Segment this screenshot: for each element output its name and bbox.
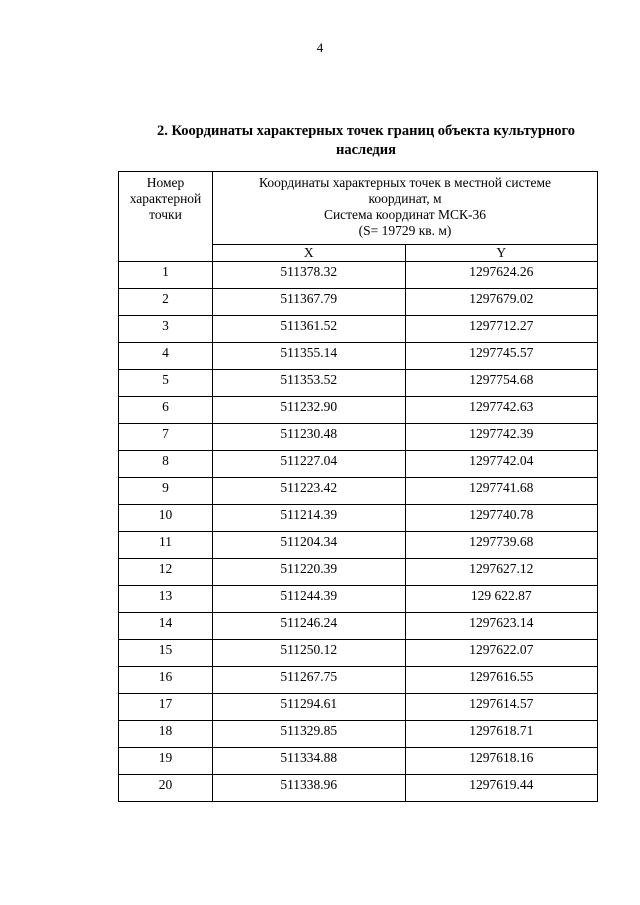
coordinates-header: Координаты характерных точек в местной системе координат, м Система координат МСК-36 (S= 19729 кв. м) — [213, 172, 598, 245]
table-row — [119, 640, 598, 667]
y-coordinate-cell: 1297614.57 — [405, 694, 598, 721]
x-coordinate-cell: 511227.04 — [213, 451, 406, 478]
table-row — [119, 775, 598, 802]
y-coordinate-cell: 1297742.04 — [405, 451, 598, 478]
point-number-cell: 12 — [119, 559, 213, 586]
y-coordinate-cell: 1297679.02 — [405, 289, 598, 316]
x-coordinate-cell: 511223.42 — [213, 478, 406, 505]
x-coordinate-cell: 511353.52 — [213, 370, 406, 397]
table-row — [119, 397, 598, 424]
x-coordinate-cell: 511230.48 — [213, 424, 406, 451]
y-coordinate-cell: 1297745.57 — [405, 343, 598, 370]
point-number-cell: 7 — [119, 424, 213, 451]
point-number-cell: 6 — [119, 397, 213, 424]
table-row — [119, 424, 598, 451]
y-coordinate-cell: 1297627.12 — [405, 559, 598, 586]
point-number-cell: 14 — [119, 613, 213, 640]
table-row — [119, 559, 598, 586]
y-coordinate-cell: 129 622.87 — [405, 586, 598, 613]
y-coordinate-cell: 1297739.68 — [405, 532, 598, 559]
y-coordinate-cell: 1297619.44 — [405, 775, 598, 802]
point-number-cell: 3 — [119, 316, 213, 343]
y-coordinate-cell: 1297742.39 — [405, 424, 598, 451]
x-coordinate-cell: 511338.96 — [213, 775, 406, 802]
x-coordinate-cell: 511250.12 — [213, 640, 406, 667]
table-row — [119, 316, 598, 343]
table-header-row — [119, 172, 598, 245]
y-coordinate-cell: 1297742.63 — [405, 397, 598, 424]
y-coordinate-cell: 1297622.07 — [405, 640, 598, 667]
point-number-cell: 9 — [119, 478, 213, 505]
point-number-cell: 13 — [119, 586, 213, 613]
x-column-header: X — [213, 245, 406, 262]
point-number-cell: 2 — [119, 289, 213, 316]
point-number-cell: 17 — [119, 694, 213, 721]
point-number-cell: 8 — [119, 451, 213, 478]
point-number-cell: 20 — [119, 775, 213, 802]
point-number-header: Номер характерной точки — [119, 172, 213, 262]
point-number-cell: 16 — [119, 667, 213, 694]
table-row — [119, 667, 598, 694]
x-coordinate-cell: 511214.39 — [213, 505, 406, 532]
table-row — [119, 370, 598, 397]
table-row — [119, 613, 598, 640]
y-coordinate-cell: 1297740.78 — [405, 505, 598, 532]
y-coordinate-cell: 1297618.71 — [405, 721, 598, 748]
x-coordinate-cell: 511204.34 — [213, 532, 406, 559]
table-row — [119, 586, 598, 613]
x-coordinate-cell: 511329.85 — [213, 721, 406, 748]
page-number: 4 — [316, 40, 324, 55]
point-number-cell: 15 — [119, 640, 213, 667]
y-coordinate-cell: 1297754.68 — [405, 370, 598, 397]
point-number-cell: 1 — [119, 262, 213, 289]
x-coordinate-cell: 511232.90 — [213, 397, 406, 424]
y-column-header: Y — [405, 245, 598, 262]
x-coordinate-cell: 511244.39 — [213, 586, 406, 613]
point-number-cell: 19 — [119, 748, 213, 775]
table-row — [119, 748, 598, 775]
table-row — [119, 478, 598, 505]
section-heading-line-1: 2. Координаты характерных точек границ объекта культурного — [157, 123, 575, 139]
y-coordinate-cell: 1297741.68 — [405, 478, 598, 505]
point-number-cell: 11 — [119, 532, 213, 559]
x-coordinate-cell: 511361.52 — [213, 316, 406, 343]
table-body — [119, 262, 598, 802]
table-row — [119, 289, 598, 316]
y-coordinate-cell: 1297618.16 — [405, 748, 598, 775]
x-coordinate-cell: 511246.24 — [213, 613, 406, 640]
table-row — [119, 721, 598, 748]
table-row — [119, 694, 598, 721]
y-coordinate-cell: 1297624.26 — [405, 262, 598, 289]
x-coordinate-cell: 511378.32 — [213, 262, 406, 289]
y-coordinate-cell: 1297616.55 — [405, 667, 598, 694]
table-row — [119, 451, 598, 478]
y-coordinate-cell: 1297712.27 — [405, 316, 598, 343]
x-coordinate-cell: 511220.39 — [213, 559, 406, 586]
table-row — [119, 505, 598, 532]
coordinates-table — [118, 171, 598, 802]
point-number-cell: 10 — [119, 505, 213, 532]
x-coordinate-cell: 511355.14 — [213, 343, 406, 370]
x-coordinate-cell: 511334.88 — [213, 748, 406, 775]
x-coordinate-cell: 511367.79 — [213, 289, 406, 316]
table-row — [119, 262, 598, 289]
table-row — [119, 343, 598, 370]
point-number-cell: 18 — [119, 721, 213, 748]
point-number-cell: 5 — [119, 370, 213, 397]
x-coordinate-cell: 511294.61 — [213, 694, 406, 721]
x-coordinate-cell: 511267.75 — [213, 667, 406, 694]
point-number-cell: 4 — [119, 343, 213, 370]
section-heading-line-2: наследия — [336, 142, 396, 158]
section-heading — [136, 122, 596, 160]
table-row — [119, 532, 598, 559]
y-coordinate-cell: 1297623.14 — [405, 613, 598, 640]
